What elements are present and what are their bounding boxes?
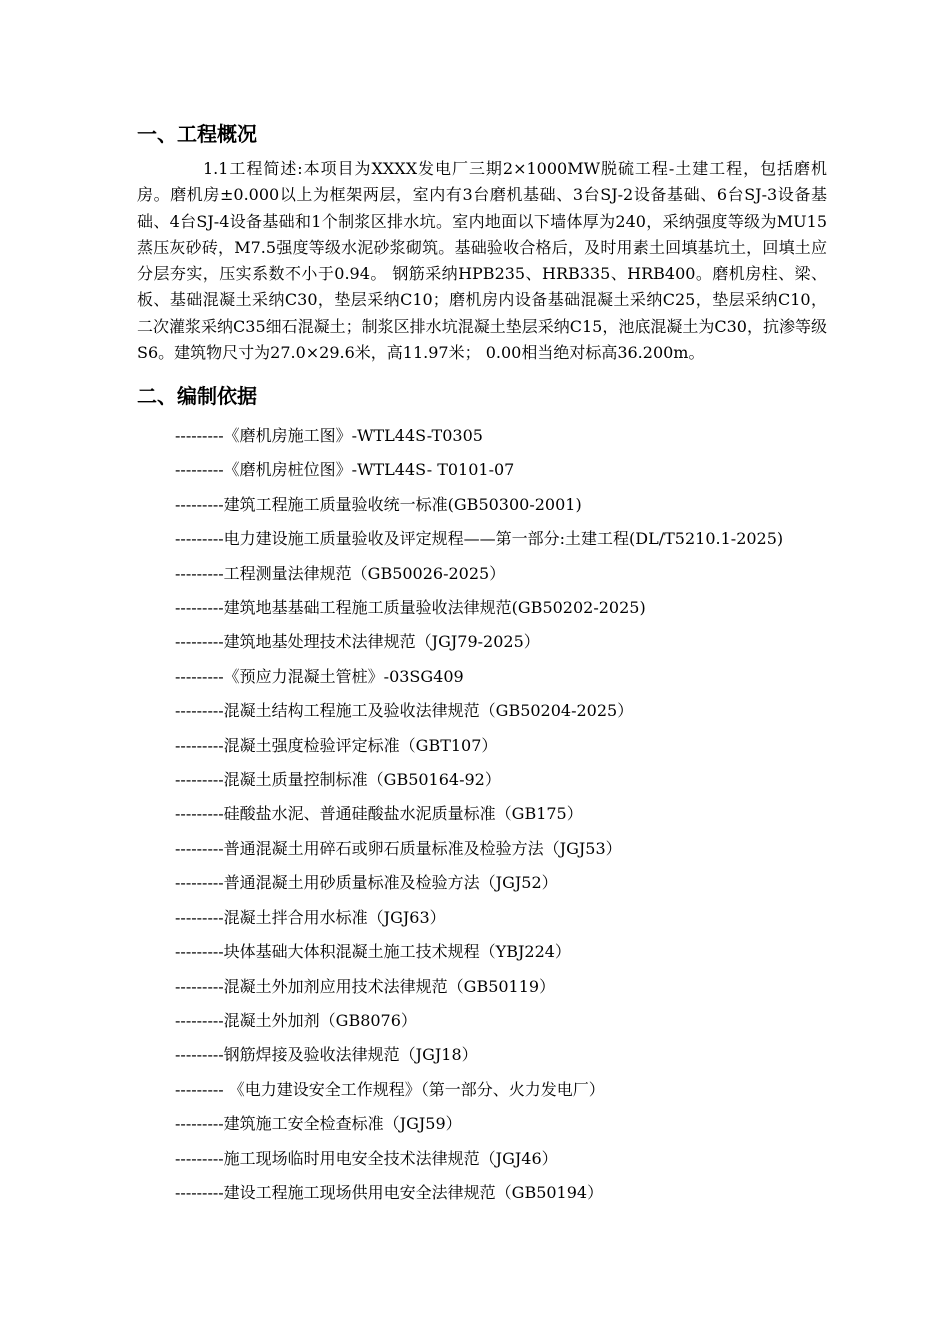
list-item: ---------建筑地基处理技术法律规范（JGJ79-2025） <box>175 632 540 652</box>
list-item: ---------混凝土质量控制标准（GB50164-92） <box>175 770 501 790</box>
section-heading-overview: 一、工程概况 <box>137 122 257 146</box>
section-heading-basis: 二、编制依据 <box>137 384 257 408</box>
list-item: ---------建设工程施工现场供用电安全法律规范（GB50194） <box>175 1182 604 1202</box>
list-item: ---------块体基础大体积混凝土施工技术规程（YBJ224） <box>175 942 571 962</box>
list-item: ---------混凝土拌合用水标准（JGJ63） <box>175 907 446 927</box>
list-item: ---------《磨机房桩位图》-WTL44S- T0101-07 <box>175 460 515 480</box>
list-item: ---------混凝土外加剂（GB8076） <box>175 1010 417 1030</box>
list-item: ---------建筑工程施工质量验收统一标准(GB50300-2001) <box>175 494 582 514</box>
list-item: ---------建筑地基基础工程施工质量验收法律规范(GB50202-2025) <box>175 598 646 618</box>
list-item: ---------电力建设施工质量验收及评定规程——第一部分:土建工程(DL/T5210.1-2025) <box>175 529 784 549</box>
reference-list <box>175 419 845 1210</box>
list-item: ---------混凝土强度检验评定标准（GBT107） <box>175 735 498 755</box>
list-item: ---------建筑施工安全检查标准（JGJ59） <box>175 1114 462 1134</box>
list-item: ---------《预应力混凝土管桩》-03SG409 <box>175 666 464 686</box>
list-item: ---------钢筋焊接及验收法律规范（JGJ18） <box>175 1045 478 1065</box>
list-item: ---------工程测量法律规范（GB50026-2025） <box>175 563 506 583</box>
project-overview-paragraph: 1.1工程简述:本项目为XXXX发电厂三期2×1000MW脱硫工程-土建工程，包括磨机房。磨机房±0.000以上为框架两层，室内有3台磨机基础、3台SJ-2设备基础、6台SJ-3设备基础、4台SJ-4设备基础和1个制浆区排水坑。室内地面以下墙体厚为240，采纳强度等级为MU15蒸压灰砂砖，M7.5强度等级水泥砂浆砌筑。基础验收合格后，及时用素土回填基坑土，回填土应分层夯实，压实系数不小于0.94。 钢筋采纳HPB235、HRB335、HRB400。磨机房柱、梁、板、基础混凝土采纳C30，垫层采纳C10；磨机房内设备基础混凝土采纳C25，垫层采纳C10，二次灌浆采纳C35细石混凝土；制浆区排水坑混凝土垫层采纳C15，池底混凝土为C30，抗渗等级S6。建筑物尺寸为27.0×29.6米，高11.97米； 0.00相当绝对标高36.200m。 <box>137 159 827 363</box>
list-item: ---------普通混凝土用砂质量标准及检验方法（JGJ52） <box>175 873 558 893</box>
list-item: ---------施工现场临时用电安全技术法律规范（JGJ46） <box>175 1148 558 1168</box>
list-item: ---------混凝土结构工程施工及验收法律规范（GB50204-2025） <box>175 701 634 721</box>
list-item: ---------普通混凝土用碎石或卵石质量标准及检验方法（JGJ53） <box>175 838 622 858</box>
list-item: ---------《磨机房施工图》-WTL44S-T0305 <box>175 426 483 445</box>
list-item: --------- 《电力建设安全工作规程》（第一部分、火力发电厂） <box>175 1079 605 1099</box>
list-item: ---------硅酸盐水泥、普通硅酸盐水泥质量标准（GB175） <box>175 804 583 824</box>
list-item: ---------混凝土外加剂应用技术法律规范（GB50119） <box>175 976 556 996</box>
